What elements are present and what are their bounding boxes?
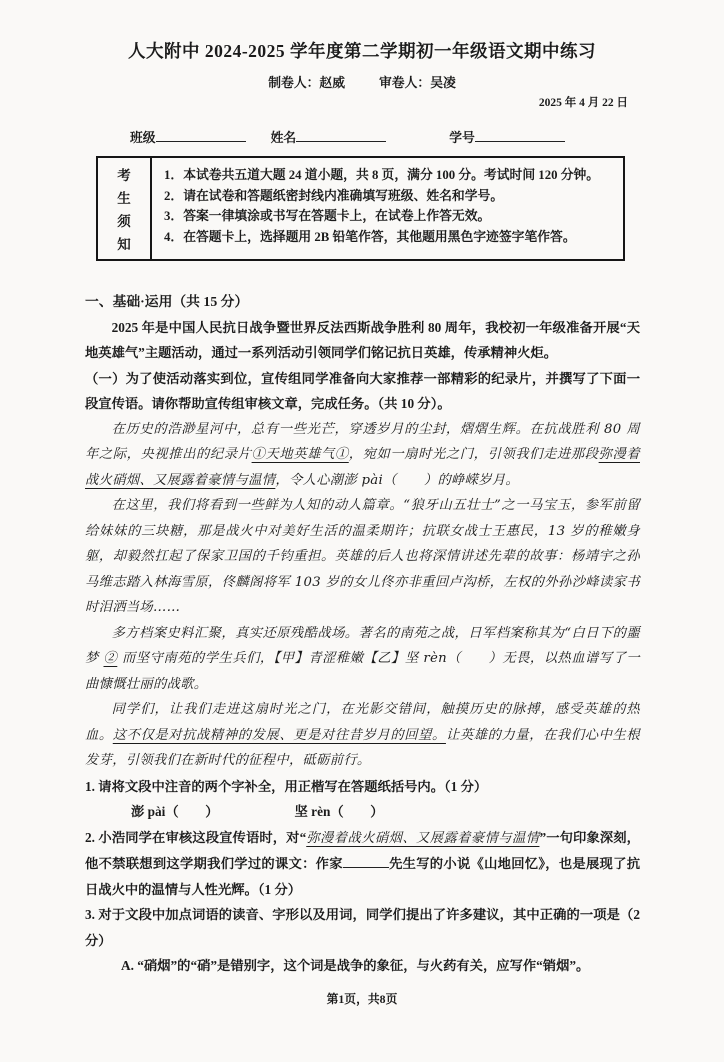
question-3: 3. 对于文段中加点词语的读音、字形以及用词，同学们提出了许多建议，其中正确的一项是（2分） (85, 907, 640, 948)
passage-text: 同学们，让我们走进这扇时光之门，在光影交错间，触摸历史的脉搏，感受英雄的热血。 (85, 702, 640, 743)
task1-intro-paragraph: （一）为了使活动落实到位，宣传组同学准备向大家推荐一部精彩的纪录片，并撰写了下面一段宣传语。请你帮助宣传组审核文章，完成任务。（共 10 分）。 (85, 370, 640, 411)
question-3-choice-a: A. “硝烟”的“硝”是错别字，这个词是战争的象征，与火药有关，应写作“销烟”。 (121, 958, 590, 973)
notice-side-char: 生 (117, 191, 131, 206)
passage-text: ，令人心潮澎 pài（ ）的峥嵘岁月。 (275, 472, 520, 488)
underlined-circled-2: ② (103, 651, 118, 666)
passage-text: 在历史的浩渺星河中，总有一些光芒，穿透岁月的尘封，熠熠生辉。在抗战胜利 80 周年之际，央视推出的纪录片 (85, 421, 640, 462)
name-label: 姓名 (270, 131, 297, 145)
question-text: ”一句印象深刻，他不禁联想到这学期我们学过的课文：作家 (85, 829, 640, 871)
passage-text: 让英雄的力量，在我们心中生根发芽，引领我们在新时代的征程中，砥砺前行。 (85, 727, 640, 768)
exam-body (85, 289, 640, 979)
passage-paragraph-2: 在这里，我们将看到一些鲜为人知的动人篇章。“狼牙山五壮士”之一马宝玉，参军前留给妹妹的三块糖，那是战火中对美好生活的温柔期许；抗联女战士王惠民，13 岁的稚嫩身躯，却毅然扛起了保家卫国的千钧重担。英雄的后人也将深情讲述先辈的故事：杨靖宇之孙马维志踏入林海雪原，佟麟阁将军 103 岁的女儿佟亦非重回卢沟桥，左权的外孙沙峰读家书时泪洒当场…… (85, 498, 640, 615)
question-1: 1. 请将文段中注音的两个字补全，用正楷写在答题纸括号内。（1 分） (85, 778, 488, 794)
notice-side-char: 知 (117, 237, 131, 252)
underlined-title-phrase: ①天地英雄气① (251, 447, 349, 462)
student-info-row (130, 127, 724, 146)
notice-side-char: 考 (117, 168, 131, 183)
notice-item: 4．在答题卡上，选择题用 2B 铅笔作答，其他题用黑色字迹签字笔作答。 (164, 229, 576, 244)
question-text: 2. 小浩同学在审核这段宣传语时，对“ (85, 829, 307, 845)
name-blank (296, 128, 386, 142)
exam-paper-page (0, 38, 724, 1062)
notice-side-char: 须 (117, 214, 131, 229)
underlined-phrase: 弥漫着战火硝烟、又展露着豪情与温情 (85, 447, 640, 488)
class-label: 班级 (130, 131, 156, 145)
quoted-underlined-phrase: 弥漫着战火硝烟、又展露着豪情与温情 (306, 830, 540, 846)
student-id-blank (475, 128, 565, 142)
pinyin-blank-ren: 坚 rèn（ ） (294, 804, 384, 819)
paper-reviewer: 审卷人：吴凌 (379, 76, 456, 90)
student-id-label: 学号 (449, 131, 475, 145)
underlined-sentence: 这不仅是对抗战精神的发展、更是对往昔岁月的回望。 (112, 727, 446, 743)
passage-paragraph-1 (85, 417, 640, 494)
paper-credits (0, 72, 724, 91)
passage-paragraph-4 (85, 697, 640, 774)
notice-items (152, 158, 623, 259)
paper-maker: 制卷人：赵威 (268, 76, 345, 90)
passage-text: 多方档案史料汇聚，真实还原残酷战场。著名的南苑之战，日军档案称其为“白日下的噩梦 (85, 625, 640, 666)
notice-item: 3．答案一律填涂或书写在答题卡上，在试卷上作答无效。 (164, 209, 491, 223)
exam-date: 2025 年 4 月 22 日 (538, 97, 628, 109)
candidate-notice-box (96, 156, 625, 261)
class-blank (156, 128, 246, 142)
page-number: 第1页，共8页 (326, 992, 398, 1006)
notice-item: 1．本试卷共五道大题 24 道小题，共 8 页，满分 100 分。考试时间 120 分钟。 (164, 168, 600, 182)
section1-heading: 一、基础·运用（共 15 分） (85, 294, 249, 309)
notice-side-label (98, 158, 152, 259)
notice-item: 2．请在试卷和答题纸密封线内准确填写班级、姓名和学号。 (164, 188, 504, 203)
section1-intro-paragraph: 2025 年是中国人民抗日战争暨世界反法西斯战争胜利 80 周年，我校初一年级准备开展“天地英雄气”主题活动，通过一系列活动引领同学们铭记抗日英雄，传承精神火炬。 (85, 319, 640, 360)
pinyin-blank-pai: 澎 pài（ ） (131, 804, 219, 819)
page-title: 人大附中 2024-2025 学年度第二学期初一年级语文期中练习 (127, 41, 597, 61)
question-2 (85, 825, 640, 903)
question-1-answer-line (85, 799, 640, 825)
question-text: 先生写的小说《山地回忆》，也是展现了抗日战火中的温情与人性光辉。（1 分） (85, 856, 640, 897)
passage-paragraph-3 (85, 621, 640, 698)
author-answer-blank (343, 854, 389, 868)
passage-text: 而坚守南苑的学生兵们，【甲】青涩稚嫩【乙】坚 rèn（ ）无畏，以热血谱写了一曲慷慨壮丽的战歌。 (85, 651, 640, 692)
passage-text: ，宛如一扇时光之门，引领我们走进那段 (348, 447, 599, 462)
